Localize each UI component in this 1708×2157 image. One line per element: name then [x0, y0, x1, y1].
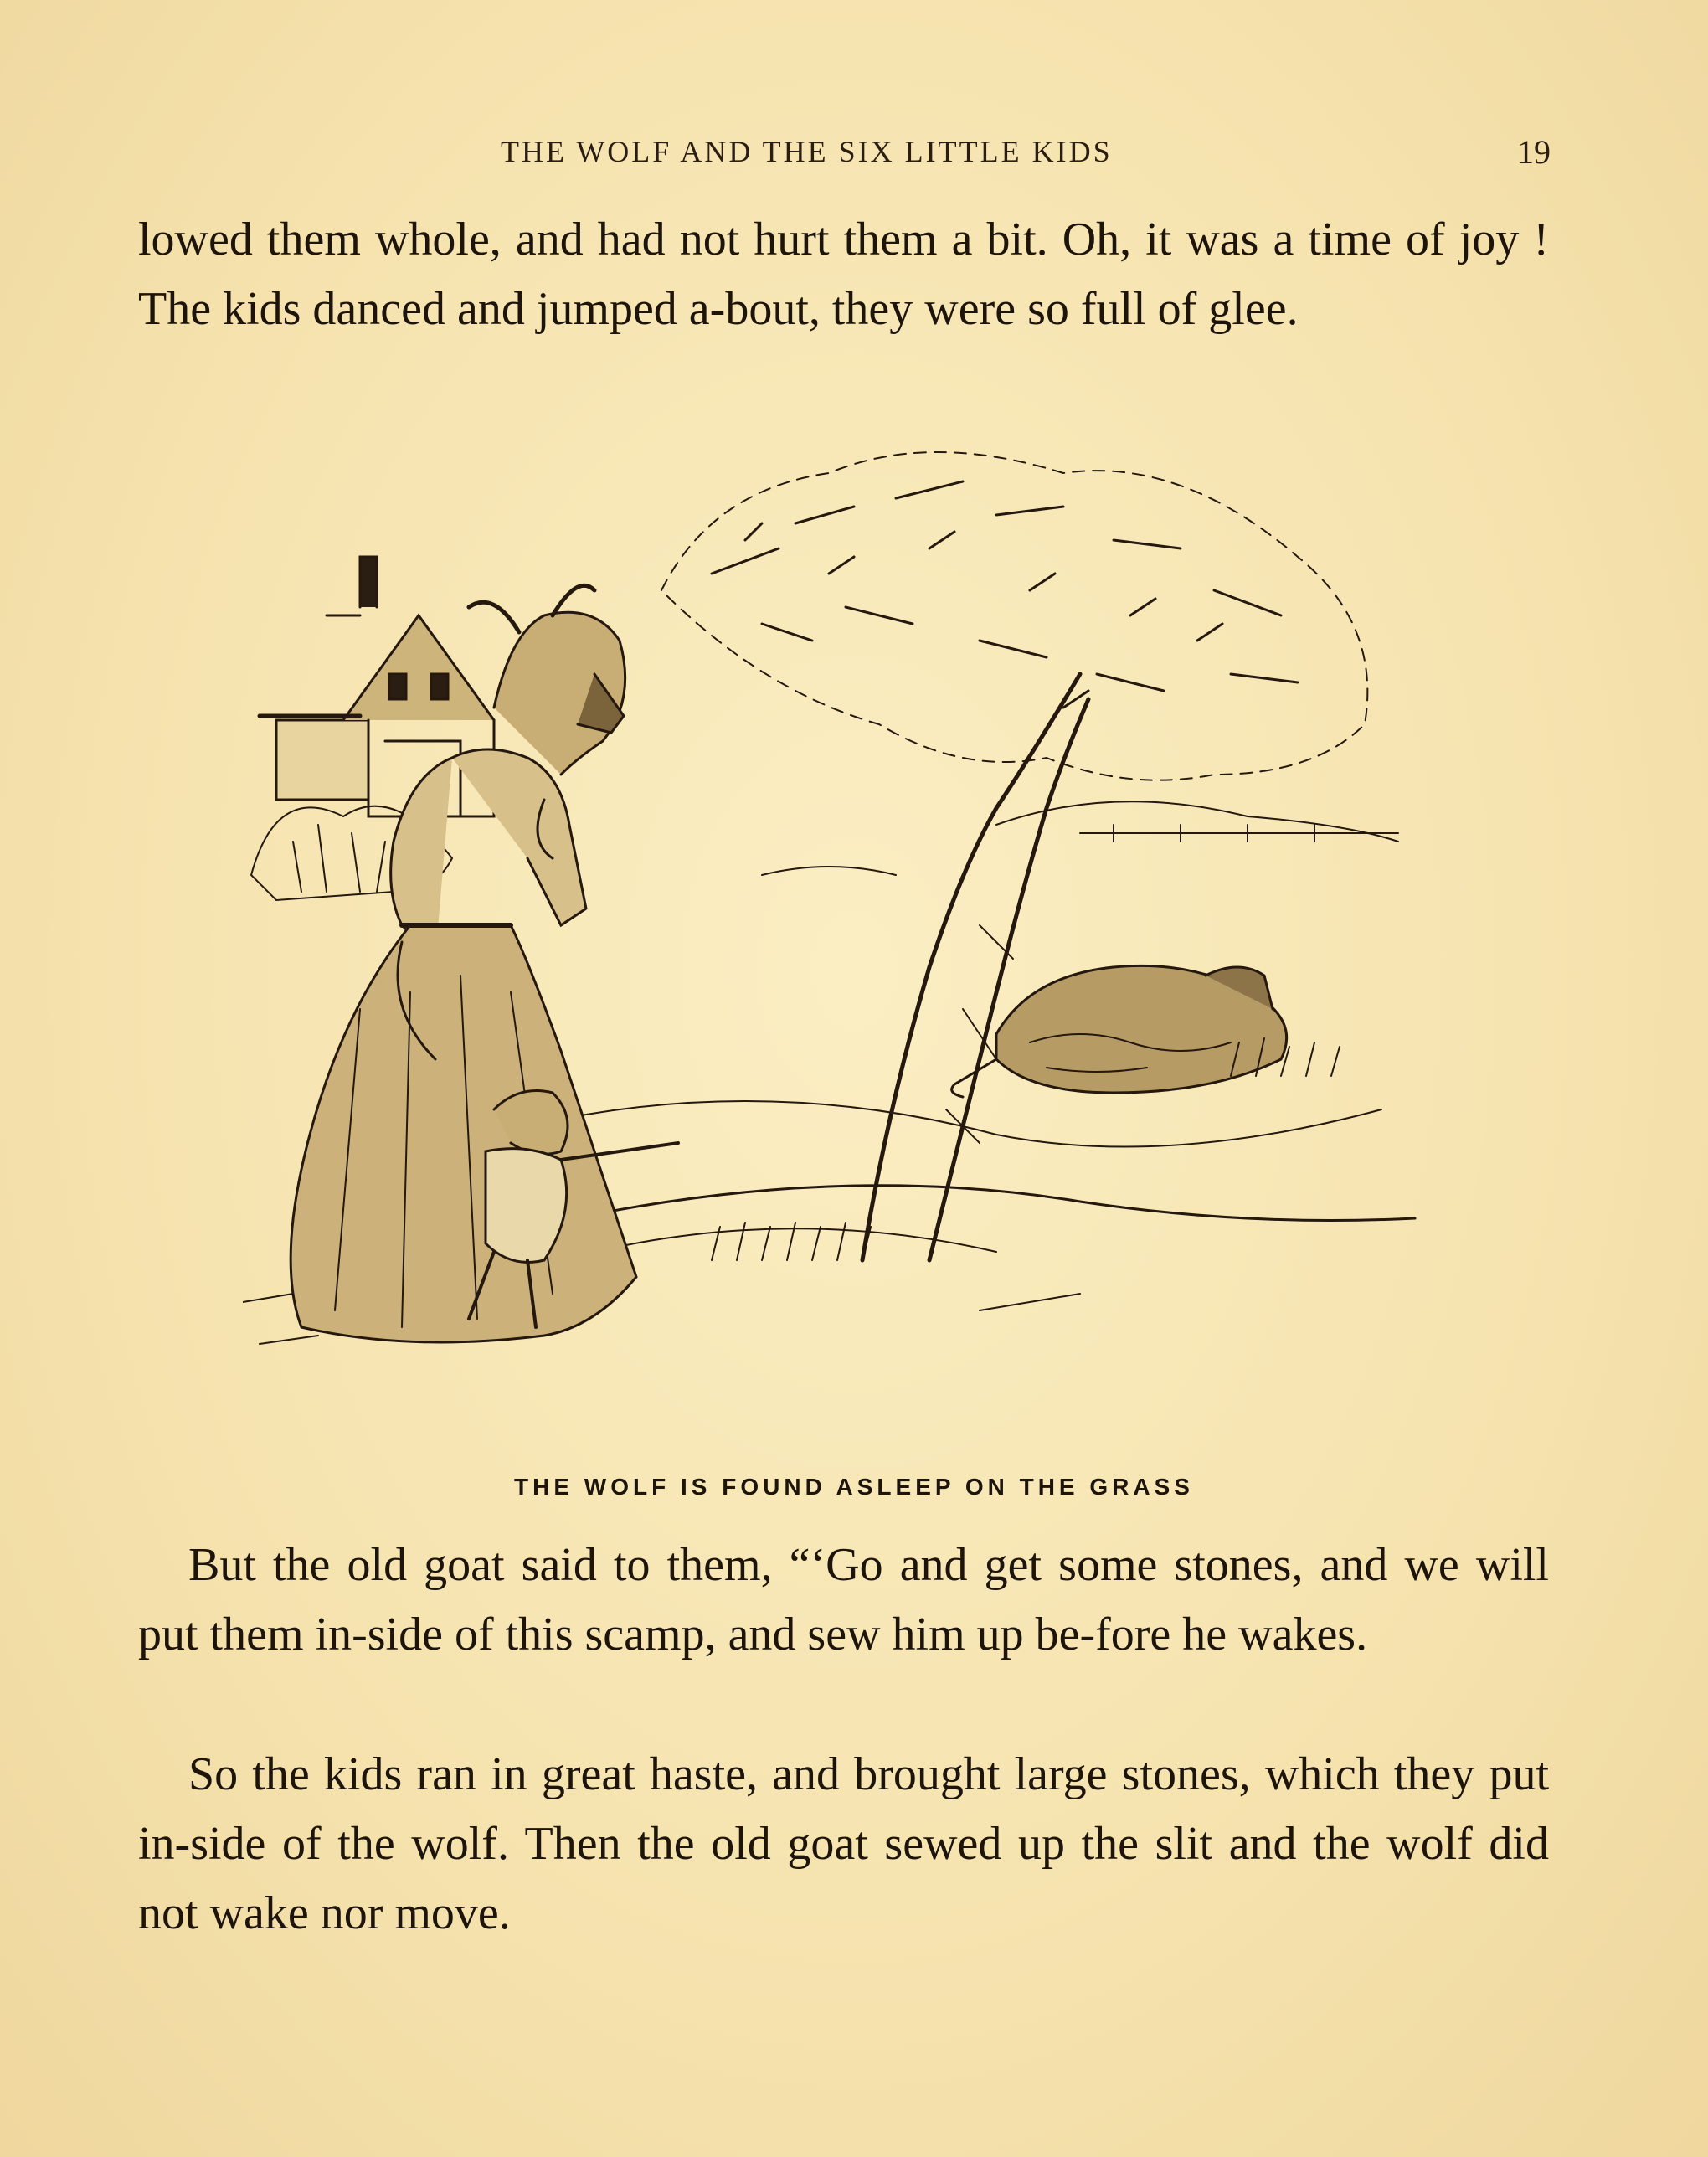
- sleeping-wolf-drawing: [952, 965, 1287, 1097]
- illustration-caption: THE WOLF IS FOUND ASLEEP ON THE GRASS: [514, 1474, 1194, 1500]
- running-title: THE WOLF AND THE SIX LITTLE KIDS: [501, 135, 1113, 168]
- house-drawing: [260, 557, 494, 816]
- illustration-drawing: [243, 423, 1482, 1461]
- paragraph-3: So the kids ran in great haste, and brought large stones, which they put in-side of the wolf. Then the old goat sewed up the slit and the wolf did not wake nor move.: [138, 1748, 1549, 1939]
- paragraph-1: lowed them whole, and had not hurt them a bit. Oh, it was a time of joy ! The kids danced and jumped a-bout, they were so full of glee.: [138, 214, 1549, 335]
- illustration-goat-and-sleeping-wolf: [243, 423, 1482, 1461]
- tree-drawing: [661, 452, 1367, 1260]
- paragraph-2: But the old goat said to them, “‘Go and get some stones, and we will put them in-side of this scamp, and sew him up be-fore he wakes.: [138, 1539, 1549, 1660]
- page-number: 19: [1517, 133, 1551, 171]
